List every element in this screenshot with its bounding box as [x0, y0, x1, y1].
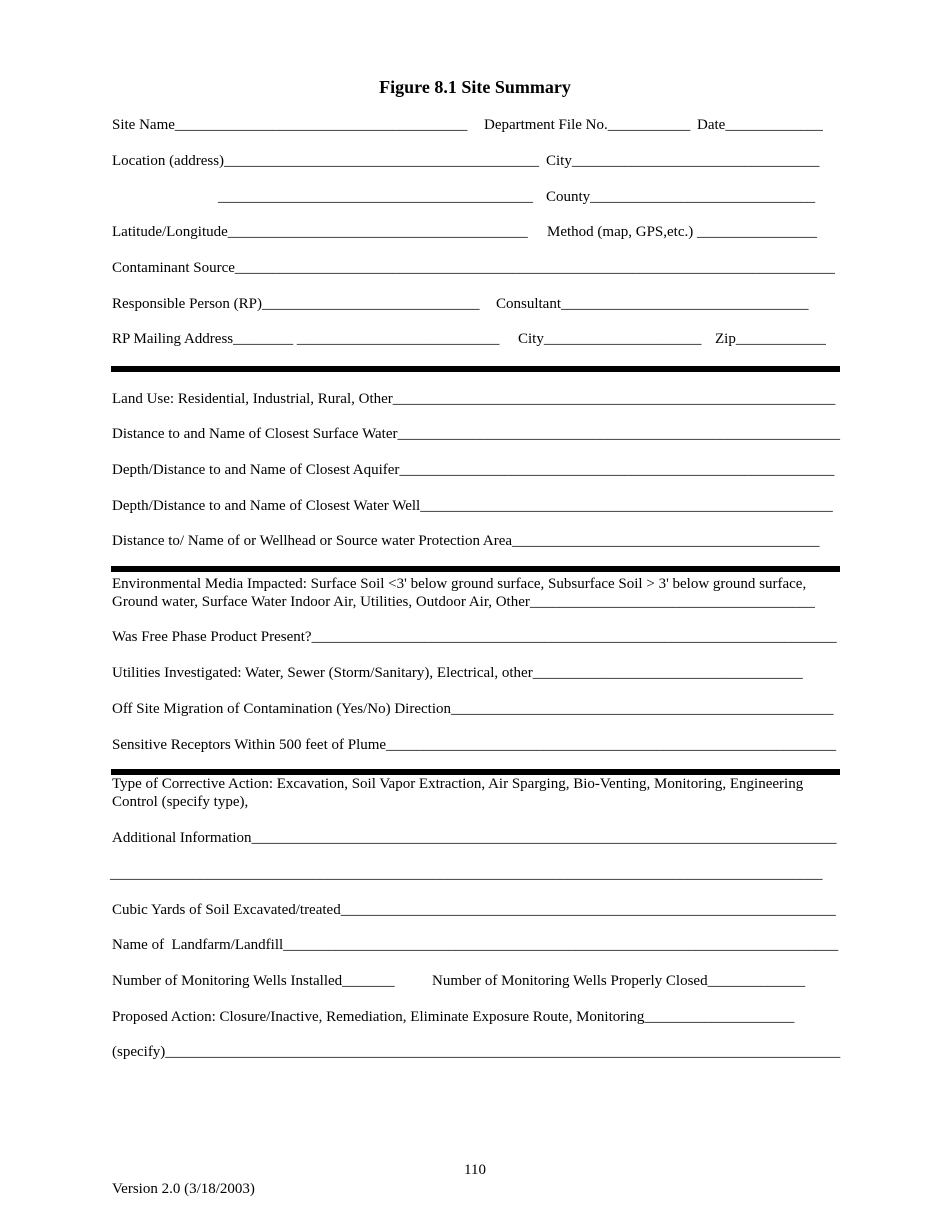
- contaminant-source-field[interactable]: Contaminant Source________________________________________________________________________________: [112, 260, 835, 276]
- monitoring-wells-installed-field[interactable]: Number of Monitoring Wells Installed_______: [112, 973, 395, 989]
- latitude-longitude-field[interactable]: Latitude/Longitude________________________________________: [112, 224, 528, 240]
- monitoring-wells-closed-field[interactable]: Number of Monitoring Wells Properly Closed_____________: [432, 973, 806, 989]
- rp-mailing-address-field[interactable]: RP Mailing Address________ ___________________________: [112, 331, 500, 347]
- address-line-2-field[interactable]: __________________________________________: [218, 189, 533, 205]
- date-field[interactable]: Date_____________: [697, 117, 823, 133]
- landfarm-landfill-field[interactable]: Name of Landfarm/Landfill__________________________________________________________________________: [112, 937, 839, 953]
- rp-city-field[interactable]: City_____________________: [518, 331, 702, 347]
- section-divider: [111, 566, 840, 572]
- water-well-field[interactable]: Depth/Distance to and Name of Closest Water Well_______________________________________________________: [112, 498, 833, 514]
- cubic-yards-field[interactable]: Cubic Yards of Soil Excavated/treated__________________________________________________________________: [112, 902, 836, 918]
- page-number: 110: [464, 1162, 486, 1178]
- wellhead-protection-field[interactable]: Distance to/ Name of or Wellhead or Source water Protection Area_________________________________________: [112, 533, 820, 549]
- environmental-media-field[interactable]: Environmental Media Impacted: Surface Soil <3' below ground surface, Subsurface Soil > 3' below ground surface, Ground water, Surface Water Indoor Air, Utilities, Outdoor Air, Other______________________________________: [112, 576, 815, 610]
- method-field[interactable]: Method (map, GPS,etc.) ________________: [547, 224, 817, 240]
- zip-field[interactable]: Zip____________: [715, 331, 826, 347]
- sensitive-receptors-field[interactable]: Sensitive Receptors Within 500 feet of Plume____________________________________________________________: [112, 737, 837, 753]
- off-site-migration-field[interactable]: Off Site Migration of Contamination (Yes/No) Direction___________________________________________________: [112, 701, 834, 717]
- page-title: Figure 8.1 Site Summary: [379, 77, 571, 97]
- section-divider: [111, 366, 840, 372]
- city-field[interactable]: City_________________________________: [546, 153, 820, 169]
- consultant-field[interactable]: Consultant_________________________________: [496, 296, 809, 312]
- additional-information-line-2[interactable]: _______________________________________________________________________________________________: [110, 866, 823, 882]
- department-file-field[interactable]: Department File No.___________: [484, 117, 691, 133]
- location-address-field[interactable]: Location (address)__________________________________________: [112, 153, 540, 169]
- specify-field[interactable]: (specify)__________________________________________________________________________________________: [112, 1044, 841, 1060]
- aquifer-field[interactable]: Depth/Distance to and Name of Closest Aquifer__________________________________________________________: [112, 462, 835, 478]
- site-name-field[interactable]: Site Name_______________________________________: [112, 117, 468, 133]
- utilities-investigated-field[interactable]: Utilities Investigated: Water, Sewer (Storm/Sanitary), Electrical, other____________________________________: [112, 665, 803, 681]
- additional-information-field[interactable]: Additional Information______________________________________________________________________________: [112, 830, 837, 846]
- proposed-action-field[interactable]: Proposed Action: Closure/Inactive, Remediation, Eliminate Exposure Route, Monitoring____________________: [112, 1009, 795, 1025]
- free-phase-product-field[interactable]: Was Free Phase Product Present?______________________________________________________________________: [112, 629, 837, 645]
- version-label: Version 2.0 (3/18/2003): [112, 1181, 255, 1197]
- corrective-action-type: Type of Corrective Action: Excavation, Soil Vapor Extraction, Air Sparging, Bio-Venting, Monitoring, Engineering Control (specify type),: [112, 776, 804, 810]
- county-field[interactable]: County______________________________: [546, 189, 816, 205]
- responsible-person-field[interactable]: Responsible Person (RP)_____________________________: [112, 296, 480, 312]
- surface-water-field[interactable]: Distance to and Name of Closest Surface Water___________________________________________________________: [112, 426, 841, 442]
- land-use-field[interactable]: Land Use: Residential, Industrial, Rural, Other___________________________________________________________: [112, 391, 836, 407]
